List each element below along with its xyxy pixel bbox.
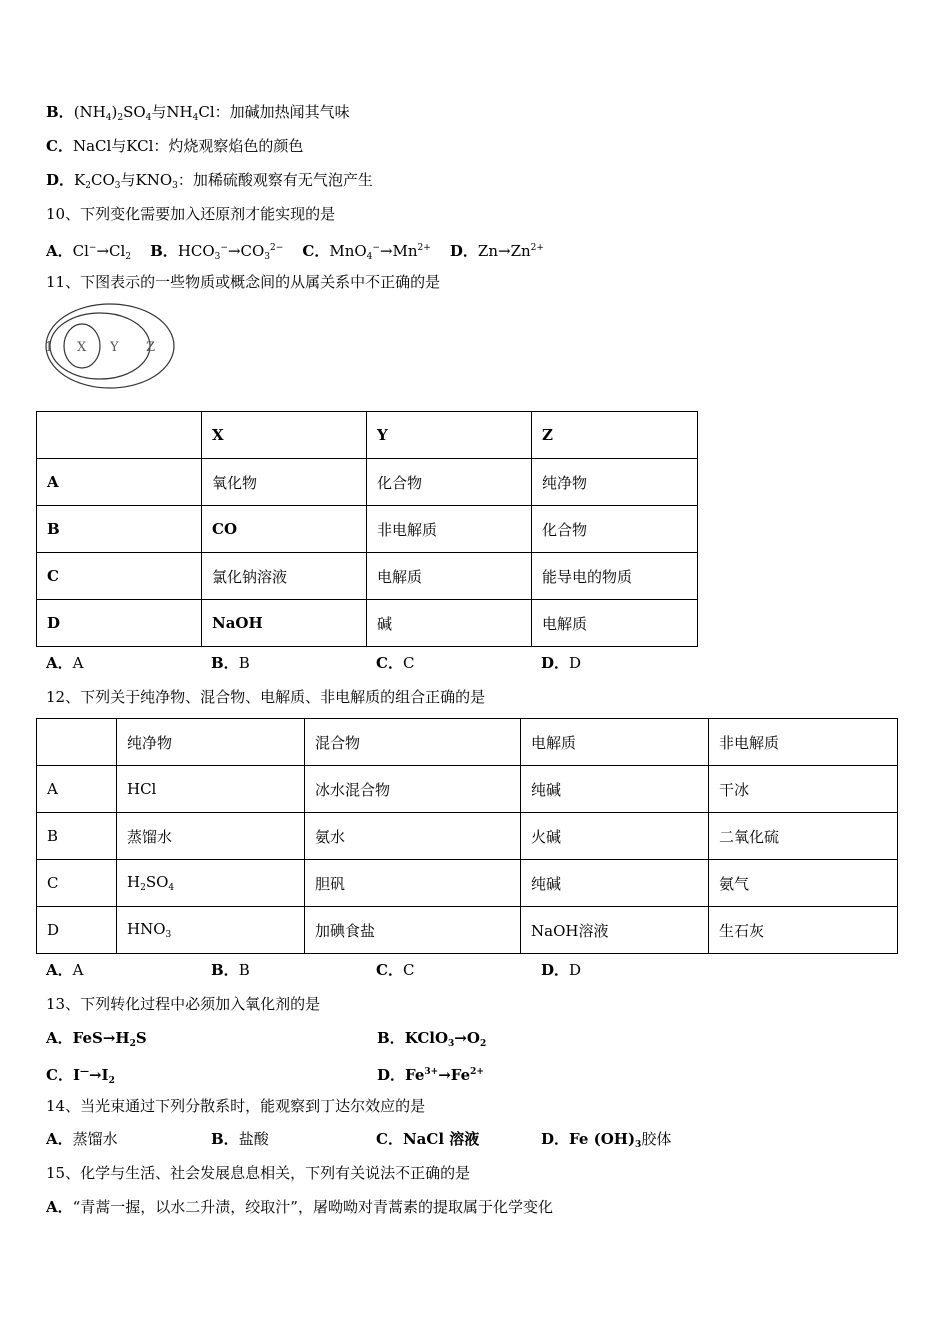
row-label: B bbox=[37, 506, 202, 553]
xyz-nested-diagram bbox=[44, 300, 184, 392]
q9-option-b: B．$(NH_4)_2SO_4$与$NH_4Cl$：加碱加热闻其气味 bbox=[46, 103, 350, 123]
table-cell: 氯化钠溶液 bbox=[202, 553, 367, 600]
table-row bbox=[37, 766, 898, 813]
label-z: Z bbox=[146, 340, 156, 355]
header-cell: Y bbox=[367, 412, 532, 459]
table-cell: 二氧化硫 bbox=[709, 813, 898, 860]
q9-option-d: D．$K_2CO_3$与$KNO_3$：加稀硫酸观察有无气泡产生 bbox=[46, 171, 373, 191]
header-cell: 混合物 bbox=[305, 719, 521, 766]
q15-option-a: A．“青蒿一握，以水二升渍，绞取汁”，屠呦呦对青蒿素的提取属于化学变化 bbox=[46, 1198, 553, 1216]
q10-options: A．$Cl^-\to Cl_2$ B．$HCO_3^-\to CO_3^{2-}$ C．$MnO_4^-\to Mn^{2+}$ D．$Zn\to Zn^{2+}$ bbox=[46, 242, 544, 262]
q12-table bbox=[36, 718, 898, 954]
table-cell: 氨气 bbox=[709, 860, 898, 907]
table-row bbox=[37, 506, 698, 553]
q14-stem: 14、当光束通过下列分散系时，能观察到丁达尔效应的是 bbox=[46, 1097, 426, 1115]
q13-options-cd: C．$I^—\to I_2$ D．$Fe^{3+}\to Fe^{2+}$ bbox=[46, 1066, 484, 1086]
label-y: Y bbox=[110, 340, 119, 355]
table-row bbox=[37, 459, 698, 506]
table-cell: 氨水 bbox=[305, 813, 521, 860]
row-label: D bbox=[37, 600, 202, 647]
q11-table bbox=[36, 411, 698, 647]
table-cell: CO bbox=[202, 506, 367, 553]
q12-options: A．A B．B C．C D．D bbox=[46, 961, 582, 979]
table-cell: NaOH溶液 bbox=[521, 907, 709, 954]
table-cell: 生石灰 bbox=[709, 907, 898, 954]
table-cell: $H_2SO_4$ bbox=[117, 860, 305, 907]
q13-options-ab: A．$FeS\to H_2S$ B．$KClO_3\to O_2$ bbox=[46, 1029, 487, 1049]
header-cell: Z bbox=[532, 412, 698, 459]
table-row bbox=[37, 860, 898, 907]
table-cell: 电解质 bbox=[367, 553, 532, 600]
table-cell: 冰水混合物 bbox=[305, 766, 521, 813]
header-cell: 电解质 bbox=[521, 719, 709, 766]
row-label: C bbox=[37, 860, 117, 907]
header-cell: X bbox=[202, 412, 367, 459]
table-cell: 化合物 bbox=[532, 506, 698, 553]
table-cell: 加碘食盐 bbox=[305, 907, 521, 954]
table-header-row bbox=[37, 719, 898, 766]
table-cell: 非电解质 bbox=[367, 506, 532, 553]
table-row bbox=[37, 600, 698, 647]
table-row bbox=[37, 813, 898, 860]
table-cell: 氧化物 bbox=[202, 459, 367, 506]
table-row bbox=[37, 553, 698, 600]
table-cell: 纯碱 bbox=[521, 766, 709, 813]
table-cell: 纯碱 bbox=[521, 860, 709, 907]
row-label: C bbox=[37, 553, 202, 600]
table-cell: NaOH bbox=[202, 600, 367, 647]
q13-stem: 13、下列转化过程中必须加入氧化剂的是 bbox=[46, 995, 321, 1013]
q11-options: A．A B．B C．C D．D bbox=[46, 654, 582, 672]
table-cell: HCl bbox=[117, 766, 305, 813]
q14-options: A．蒸馏水 B．盐酸 C．NaCl 溶液 D．Fe $(OH)_3$胶体 bbox=[46, 1130, 672, 1150]
q10-stem: 10、下列变化需要加入还原剂才能实现的是 bbox=[46, 205, 336, 223]
label-x: X bbox=[77, 340, 87, 355]
table-cell: $HNO_3$ bbox=[117, 907, 305, 954]
header-cell bbox=[37, 719, 117, 766]
table-cell: 电解质 bbox=[532, 600, 698, 647]
table-cell: 能导电的物质 bbox=[532, 553, 698, 600]
table-cell: 纯净物 bbox=[532, 459, 698, 506]
table-cell: 胆矾 bbox=[305, 860, 521, 907]
q11-stem: 11、下图表示的一些物质或概念间的从属关系中不正确的是 bbox=[46, 273, 441, 291]
q9-option-c: C．NaCl与KCl：灼烧观察焰色的颜色 bbox=[46, 137, 304, 155]
table-cell: 碱 bbox=[367, 600, 532, 647]
header-cell: 纯净物 bbox=[117, 719, 305, 766]
diagram-mark: 1 bbox=[45, 340, 54, 355]
table-row bbox=[37, 907, 898, 954]
table-cell: 干冰 bbox=[709, 766, 898, 813]
row-label: D bbox=[37, 907, 117, 954]
table-cell: 化合物 bbox=[367, 459, 532, 506]
table-header-row bbox=[37, 412, 698, 459]
header-cell: 非电解质 bbox=[709, 719, 898, 766]
header-cell bbox=[37, 412, 202, 459]
table-cell: 蒸馏水 bbox=[117, 813, 305, 860]
table-cell: 火碱 bbox=[521, 813, 709, 860]
row-label: A bbox=[37, 459, 202, 506]
q12-stem: 12、下列关于纯净物、混合物、电解质、非电解质的组合正确的是 bbox=[46, 688, 486, 706]
row-label: A bbox=[37, 766, 117, 813]
row-label: B bbox=[37, 813, 117, 860]
q15-stem: 15、化学与生活、社会发展息息相关，下列有关说法不正确的是 bbox=[46, 1164, 471, 1182]
